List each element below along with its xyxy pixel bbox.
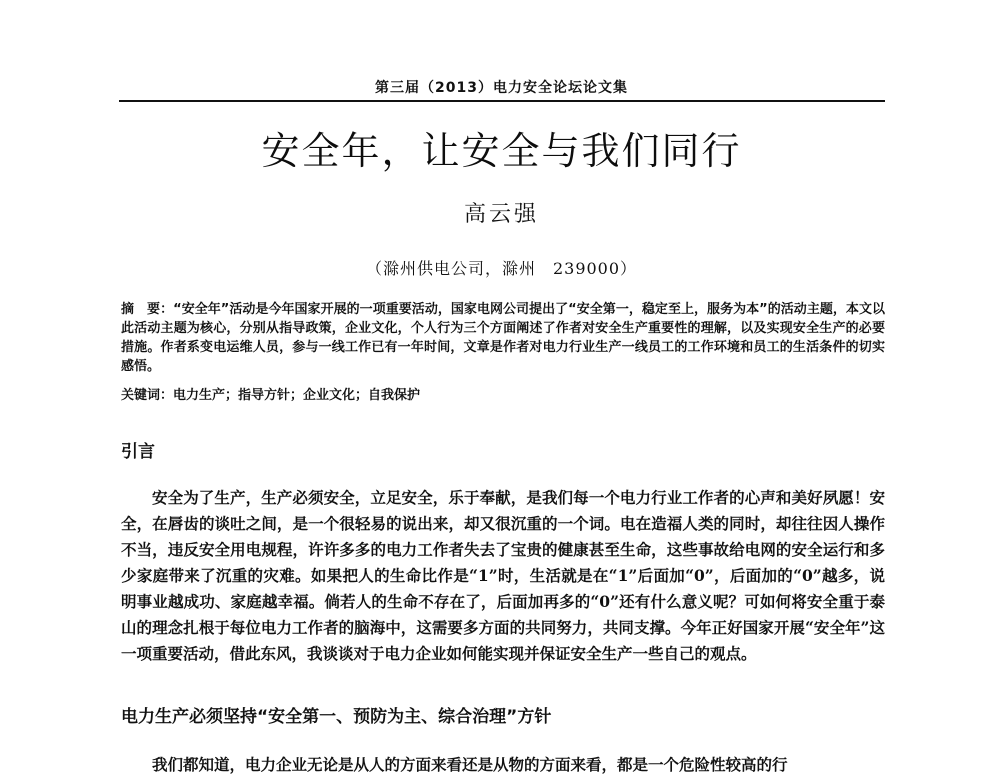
keywords-text: 电力生产；指导方针；企业文化；自我保护 bbox=[173, 388, 421, 403]
header-rule bbox=[119, 100, 885, 102]
keywords-label: 关键词： bbox=[121, 388, 174, 403]
section-heading-safety-policy: 电力生产必须坚持“安全第一、预防为主、综合治理”方针 bbox=[121, 707, 552, 727]
running-head: 第三届（2013）电力安全论坛论文集 bbox=[375, 80, 628, 96]
abstract-label: 摘 要： bbox=[121, 302, 174, 317]
abstract-text: “安全年”活动是今年国家开展的一项重要活动，国家电网公司提出了“安全第一，稳定至上，服务为本”的活动主题，本文以此活动主题为核心，分别从指导政策，企业文化，个人行为三个方面阐述了作者对安全生产重要性的理解，以及实现安全生产的必要措施。作者系变电运维人员，参与一线工作已有一年时间，文章是作者对电力行业生产一线员工的工作环境和员工的生活条件的切实感悟。 bbox=[121, 302, 885, 374]
section-heading-introduction: 引言 bbox=[121, 442, 155, 462]
abstract bbox=[121, 300, 885, 376]
safety-policy-paragraph: 我们都知道，电力企业无论是从人的方面来看还是从物的方面来看，都是一个危险性较高的行 bbox=[152, 755, 788, 774]
author-name: 高云强 bbox=[463, 202, 539, 227]
keywords bbox=[121, 386, 885, 405]
paper-title: 安全年，让安全与我们同行 bbox=[261, 129, 742, 173]
introduction-paragraph: 安全为了生产，生产必须安全，立足安全，乐于奉献，是我们每一个电力行业工作者的心声和美好夙愿！安全，在唇齿的谈吐之间，是一个很轻易的说出来，却又很沉重的一个词。电在造福人类的同时，却往往因人操作不当，违反安全用电规程，许许多多的电力工作者失去了宝贵的健康甚至生命，这些事故给电网的安全运行和多少家庭带来了沉重的灾难。如果把人的生命比作是“1”时，生活就是在“1”后面加“0”，后面加的“0”越多，说明事业越成功、家庭越幸福。倘若人的生命不存在了，后面加再多的“0”还有什么意义呢？可如何将安全重于泰山的理念扎根于每位电力工作者的脑海中，这需要多方面的共同努力，共同支撑。今年正好国家开展“安全年”这一项重要活动，借此东风，我谈谈对于电力企业如何能实现并保证安全生产一些自己的观点。 bbox=[121, 488, 885, 663]
author-affiliation: （滁州供电公司，滁州 239000） bbox=[365, 259, 638, 278]
